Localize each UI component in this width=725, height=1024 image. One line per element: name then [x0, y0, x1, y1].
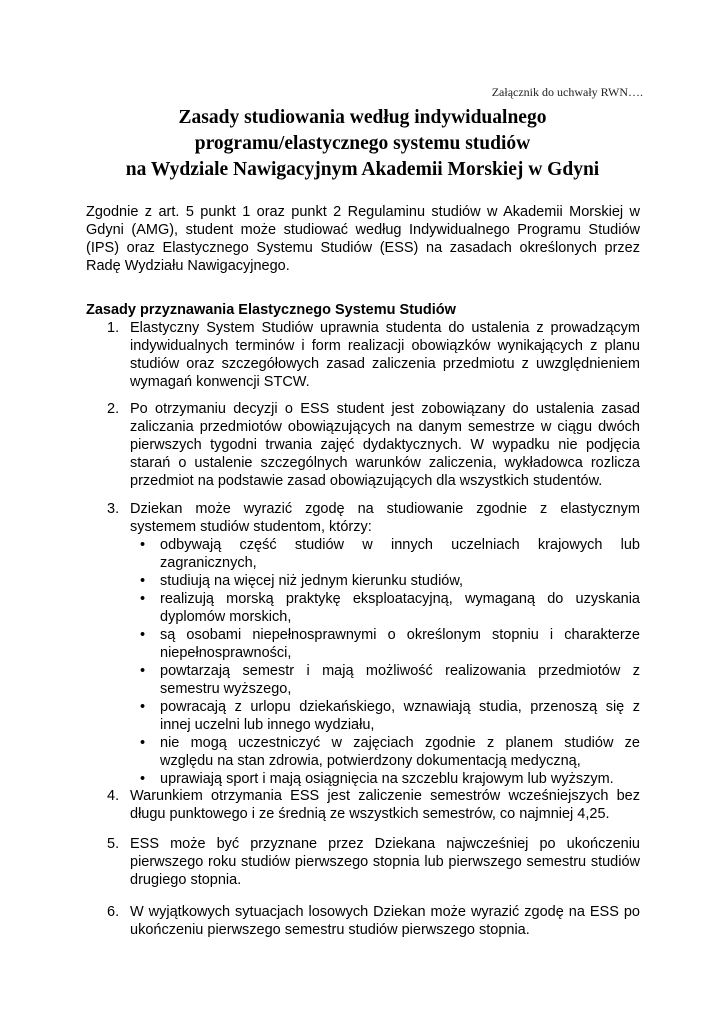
item-number: 1. — [107, 320, 120, 336]
bullet-list — [130, 536, 640, 788]
item-line: ukończeniu pierwszego semestru studiów pierwszego stopnia. — [130, 922, 530, 938]
bullet-item — [130, 536, 640, 572]
item-line: starań o ustalenie szczególnych warunków zaliczenia, wykładowca rozlicza — [130, 455, 640, 471]
item-text — [130, 400, 640, 490]
bullet-dot: • — [140, 771, 146, 787]
item-text — [130, 319, 640, 391]
item-line: wymagań konwencji STCW. — [130, 374, 310, 390]
bullet-dot: • — [140, 663, 146, 679]
bullet-item — [130, 770, 640, 788]
title-line-2: programu/elastycznego systemu studiów — [194, 133, 531, 154]
item-line: Elastyczny System Studiów uprawnia studenta do ustalenia z prowadzącym — [130, 320, 640, 336]
item-line: zaliczania przedmiotów obowiązujących na danym semestrze w ciągu dwóch — [130, 419, 640, 435]
bullet-line: odbywają część studiów w innych uczelniach krajowych lub — [160, 537, 640, 553]
bullet-item — [130, 572, 640, 590]
title-line-3: na Wydziale Nawigacyjnym Akademii Morskiej w Gdyni — [125, 159, 600, 180]
item-line: Dziekan może wyrazić zgodę na studiowanie zgodnie z elastycznym — [130, 501, 640, 517]
item-number: 6. — [107, 904, 120, 920]
bullet-item — [130, 662, 640, 698]
item-line: studiów oraz szczegółowych zasad zaliczenia przedmiotu z uwzględnieniem — [130, 356, 640, 372]
bullet-dot: • — [140, 699, 146, 715]
item-number: 5. — [107, 836, 120, 852]
item-line: pierwszego roku studiów pierwszego stopnia lub pierwszego semestru studiów — [130, 854, 640, 870]
bullet-line: realizują morską praktykę eksploatacyjną, wymaganą do uzyskania — [160, 591, 640, 607]
title-line-1: Zasady studiowania według indywidualnego — [178, 107, 547, 128]
bullet-dot: • — [140, 735, 146, 751]
item-line: ESS może być przyznane przez Dziekana najwcześniej po ukończeniu — [130, 836, 640, 852]
document-title — [60, 105, 665, 183]
item-text — [130, 903, 640, 939]
bullet-item — [130, 698, 640, 734]
bullet-line: innej uczelni lub innego wydziału, — [160, 717, 375, 733]
item-number: 2. — [107, 401, 120, 417]
bullet-line: nie mogą uczestniczyć w zajęciach zgodnie z planem studiów ze — [160, 735, 640, 751]
item-line: Po otrzymaniu decyzji o ESS student jest zobowiązany do ustalenia zasad — [130, 401, 640, 417]
bullet-line: powtarzają semestr i mają możliwość realizowania przedmiotów z — [160, 663, 640, 679]
item-line: indywidualnych terminów i form realizacji obowiązków wynikających z planu — [130, 338, 640, 354]
item-number: 4. — [107, 788, 120, 804]
item-line: Warunkiem otrzymania ESS jest zaliczenie semestrów wcześniejszych bez — [130, 788, 640, 804]
intro-line: Gdyni (AMG), student może studiować według Indywidualnego Programu Studiów — [86, 222, 640, 238]
bullet-line: uprawiają sport i mają osiągnięcia na szczeblu krajowym lub wyższym. — [160, 771, 614, 787]
item-number: 3. — [107, 501, 120, 517]
bullet-dot: • — [140, 573, 146, 589]
bullet-dot: • — [140, 591, 146, 607]
bullet-item — [130, 590, 640, 626]
intro-line: (IPS) oraz Elastycznego Systemu Studiów (ESS) na zasadach określonych przez — [86, 240, 640, 256]
item-line: W wyjątkowych sytuacjach losowych Dziekan może wyrazić zgodę na ESS po — [130, 904, 640, 920]
bullet-dot: • — [140, 627, 146, 643]
bullet-line: względu na stan zdrowia, potwierdzony dokumentacją medyczną, — [160, 753, 581, 769]
section-heading: Zasady przyznawania Elastycznego Systemu Studiów — [86, 302, 456, 318]
bullet-line: niepełnosprawności, — [160, 645, 292, 661]
intro-line: Radę Wydziału Nawigacyjnego. — [86, 258, 290, 274]
bullet-item — [130, 734, 640, 770]
item-text — [130, 500, 640, 788]
item-line: przedmiot na podstawie zasad obowiązujących dla wszystkich studentów. — [130, 473, 603, 489]
bullet-line: są osobami niepełnosprawnymi o określonym stopniu i charakterze — [160, 627, 640, 643]
item-line: pierwszych tygodni trwania zajęć dydaktycznych. W wypadku nie podjęcia — [130, 437, 640, 453]
bullet-item — [130, 626, 640, 662]
annex-note: Załącznik do uchwały RWN…. — [491, 85, 643, 99]
bullet-dot: • — [140, 537, 146, 553]
item-line: drugiego stopnia. — [130, 872, 242, 888]
intro-paragraph — [86, 203, 640, 275]
bullet-line: studiują na więcej niż jednym kierunku studiów, — [160, 573, 464, 589]
bullet-line: semestru wyższego, — [160, 681, 292, 697]
item-text — [130, 787, 640, 823]
item-line: długu punktowego i ze średnią ze wszystkich semestrów, co najmniej 4,25. — [130, 806, 610, 822]
bullet-line: dyplomów morskich, — [160, 609, 292, 625]
item-text — [130, 835, 640, 889]
bullet-line: zagranicznych, — [160, 555, 257, 571]
intro-line: Zgodnie z art. 5 punkt 1 oraz punkt 2 Regulaminu studiów w Akademii Morskiej w — [86, 204, 640, 220]
item-line: systemem studiów studentom, którzy: — [130, 519, 372, 535]
bullet-line: powracają z urlopu dziekańskiego, wznawiają studia, przenoszą się z — [160, 699, 640, 715]
